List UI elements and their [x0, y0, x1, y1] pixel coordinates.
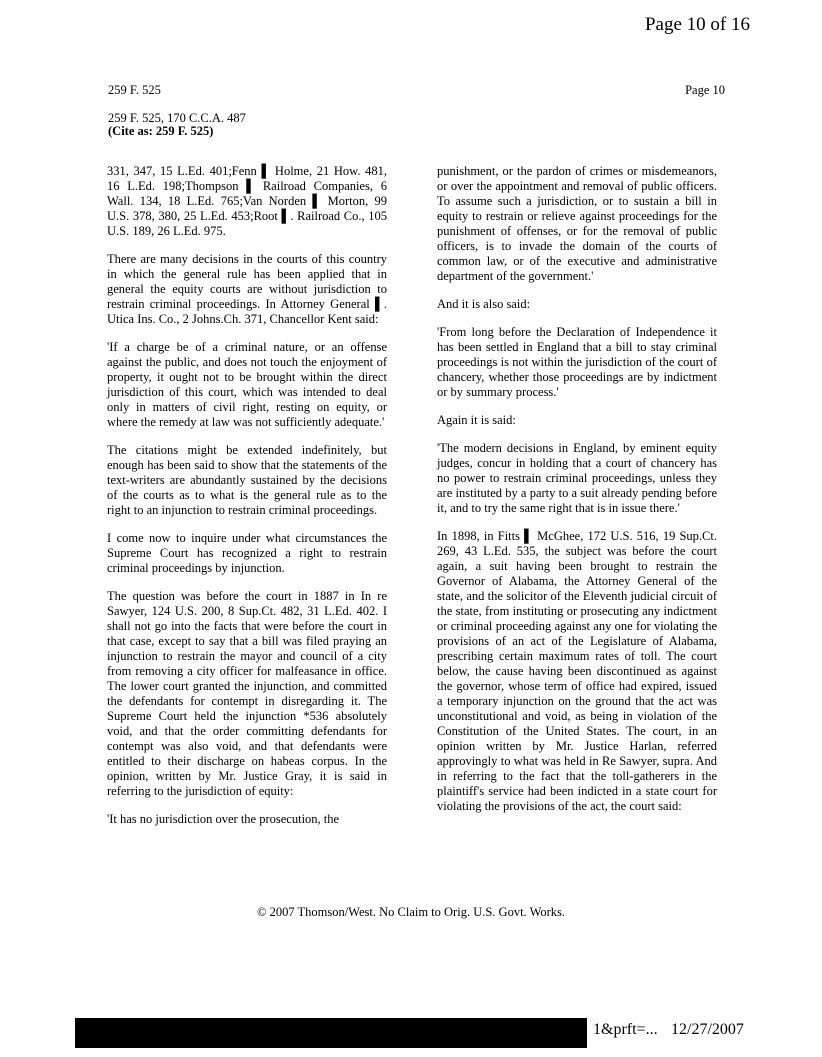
- paragraph: 'It has no jurisdiction over the prosecution, the: [107, 812, 340, 826]
- paragraph: 'The modern decisions in England, by eminent equity judges, concur in holding that a court of chancery has no power to restrain criminal proceedings, unless they are instituted by a party to a suit already pending before it, and to try the same right that is in issue there.': [437, 441, 717, 515]
- header-citation: 259 F. 525: [108, 83, 161, 97]
- paragraph: I come now to inquire under what circumstances the Supreme Court has recognized a right to restrain criminal proceedings by injunction.: [107, 531, 387, 575]
- paragraph: 331, 347, 15 L.Ed. 401;Fenn ▌ Holme, 21 How. 481, 16 L.Ed. 198;Thompson ▌ Railroad Companies, 6 Wall. 134, 18 L.Ed. 765;Van Norden ▌ Morton, 99 U.S. 378, 380, 25 L.Ed. 453;Root ▌. Railroad Co., 105 U.S. 189, 26 L.Ed. 975.: [107, 164, 387, 238]
- paragraph: The citations might be extended indefinitely, but enough has been said to show that the statements of the text-writers are abundantly sustained by the decisions of the courts as to what is the general rule as to the right to an injunction to restrain criminal proceedings.: [107, 443, 387, 517]
- left-text-column: [107, 164, 387, 840]
- reporter-citation-line: 259 F. 525, 170 C.C.A. 487: [108, 111, 246, 125]
- paragraph: In 1898, in Fitts ▌ McGhee, 172 U.S. 516, 19 Sup.Ct. 269, 43 L.Ed. 535, the subject was before the court again, a suit having been brought to restrain the Governor of Alabama, the Attorney General of the state, and the solicitor of the Eleventh judicial circuit of the state, from instituting or prosecuting any indictment or criminal proceeding against any one for violating the provisions of an act of the Legislature of Alabama, prescribing certain maximum rates of toll. The court below, the cause having been discontinued as against the governor, whose term of office had expired, issued a temporary injunction on the ground that the act was unconstitutional and void, as being in violation of the Constitution of the United States. The court, in an opinion written by Mr. Justice Harlan, referred approvingly to what was held in Re Sawyer, supra. And in referring to the fact that the toll-gatherers in the plaintiff's service had been indicted in a state court for violating the provisions of the act, the court said:: [437, 529, 717, 813]
- cite-as-line: (Cite as: 259 F. 525): [108, 124, 214, 138]
- paragraph: 'From long before the Declaration of Independence it has been settled in England that a bill to stay criminal proceedings is not within the jurisdiction of the court of chancery, whether those proceedings are by indictment or by summary process.': [437, 325, 717, 399]
- paragraph: punishment, or the pardon of crimes or misdemeanors, or over the appointment and removal of public officers. To assume such a jurisdiction, or to sustain a bill in equity to restrain or relieve against proceedings for the punishment of offenses, or for the removal of public officers, is to invade the domain of the courts of common law, or of the executive and administrative department of the government.': [437, 164, 717, 283]
- right-text-column: [437, 164, 717, 827]
- paragraph: There are many decisions in the courts of this country in which the general rule has been applied that in general the equity courts are without jurisdiction to restrain criminal proceedings. In Attorney General ▌. Utica Ins. Co., 2 Johns.Ch. 371, Chancellor Kent said:: [107, 252, 387, 326]
- url-fragment: 1&prft=...: [593, 1021, 658, 1038]
- paragraph: Again it is said:: [437, 413, 516, 427]
- paragraph: And it is also said:: [437, 297, 531, 311]
- page-counter: Page 10 of 16: [644, 14, 750, 35]
- header-page-label: Page 10: [685, 83, 725, 97]
- print-date: 12/27/2007: [671, 1021, 744, 1038]
- redaction-bar: [75, 1018, 587, 1048]
- paragraph: The question was before the court in 1887 in In re Sawyer, 124 U.S. 200, 8 Sup.Ct. 482, 31 L.Ed. 402. I shall not go into the facts that were before the court in that case, except to say that a bill was filed praying an injunction to restrain the mayor and council of a city from removing a city officer for malfeasance in office. The lower court granted the injunction, and committed the defendants for contempt in disregarding it. The Supreme Court held the injunction *536 absolutely void, and that the order committing defendants for contempt was also void, and that defendants were entitled to their discharge on habeas corpus. In the opinion, written by Mr. Justice Gray, it is said in referring to the jurisdiction of equity:: [107, 589, 387, 798]
- copyright-notice: © 2007 Thomson/West. No Claim to Orig. U.S. Govt. Works.: [256, 905, 566, 919]
- paragraph: 'If a charge be of a criminal nature, or an offense against the public, and does not touch the enjoyment of property, it ought not to be brought within the direct jurisdiction of this court, which was intended to deal only in matters of civil right, resting on equity, or where the remedy at law was not sufficiently adequate.': [107, 340, 387, 429]
